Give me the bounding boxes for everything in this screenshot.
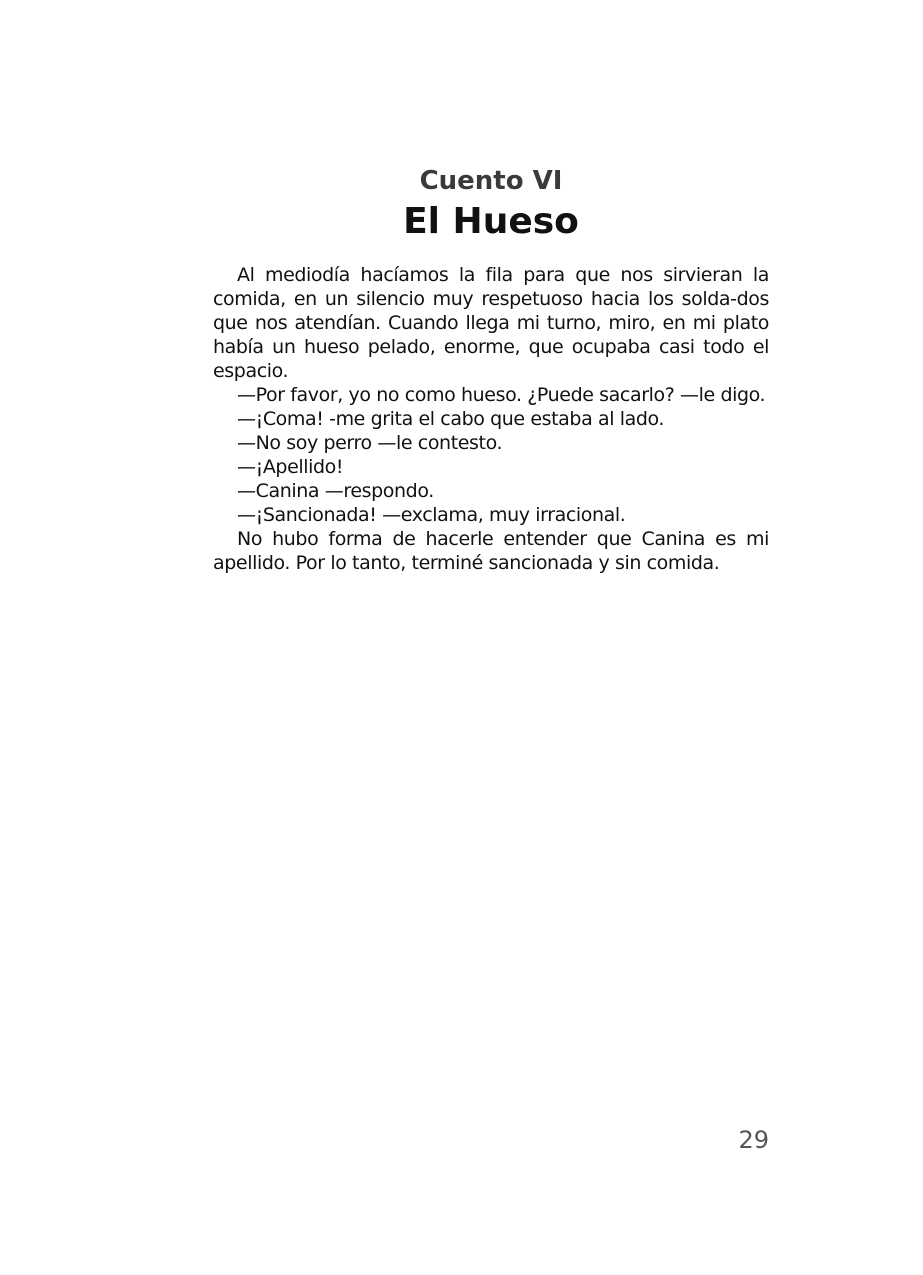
page-number: 29 bbox=[738, 1126, 769, 1154]
paragraph: No hubo forma de hacerle entender que Canina es mi apellido. Por lo tanto, terminé sancionada y sin comida. bbox=[213, 528, 769, 574]
paragraph: —Canina —respondo. bbox=[237, 480, 434, 502]
paragraph: —No soy perro —le contesto. bbox=[237, 432, 503, 454]
chapter-label: Cuento VI bbox=[419, 166, 563, 196]
paragraph: Al mediodía hacíamos la fila para que nos sirvieran la comida, en un silencio muy respetuoso hacia los solda-dos que nos atendían. Cuando llega mi turno, miro, en mi plato había un hueso pelado, enorme, que ocupaba casi todo el espacio. bbox=[213, 264, 769, 382]
paragraph: —¡Sancionada! —exclama, muy irracional. bbox=[237, 504, 626, 526]
chapter-title: El Hueso bbox=[403, 201, 579, 242]
paragraph: —¡Coma! -me grita el cabo que estaba al lado. bbox=[237, 408, 665, 430]
story-body bbox=[213, 263, 769, 575]
paragraph: —Por favor, yo no como hueso. ¿Puede sacarlo? —le digo. bbox=[237, 384, 766, 406]
paragraph: —¡Apellido! bbox=[237, 456, 344, 478]
